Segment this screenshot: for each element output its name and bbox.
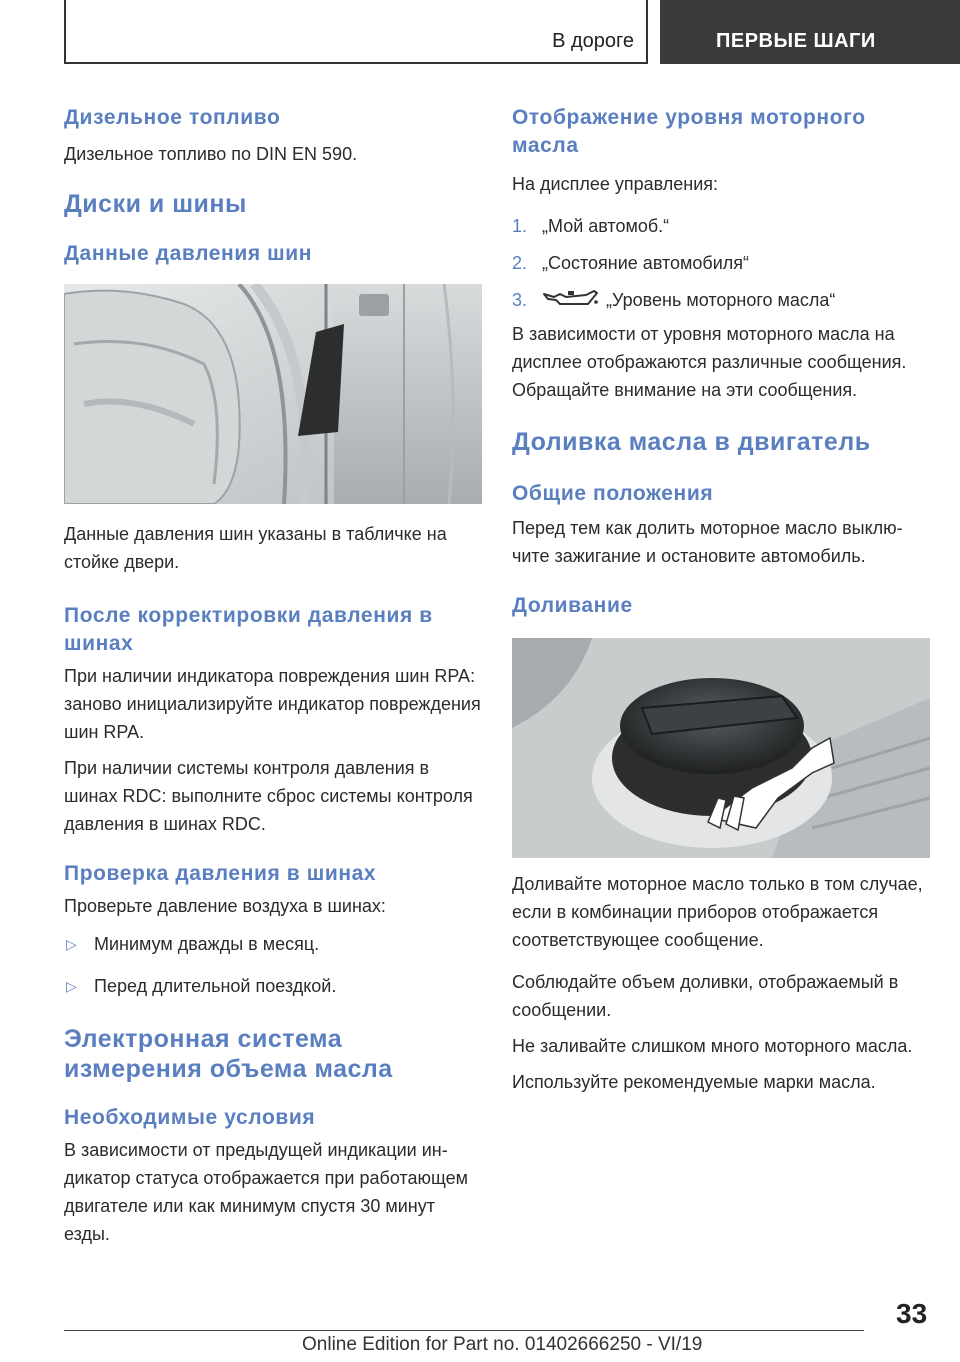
oil-display-steps <box>512 212 930 314</box>
wheels-heading: Диски и шины <box>64 190 247 218</box>
oil-system-heading: Электронная система измерения объема масла <box>64 1025 393 1083</box>
adding-paragraph-2: Соблюдайте объем доливки, отображаемый в сообщении. <box>512 972 899 1020</box>
left-column <box>64 100 482 1248</box>
oil-filler-cap-image <box>512 638 930 858</box>
general-text: Перед тем как долить моторное масло выключите зажигание и остановите автомобиль. <box>512 518 903 566</box>
adding-paragraph-1: Доливайте моторное масло только в том случае, если в комбинации приборов отображается соответствующее сообщение. <box>512 874 923 950</box>
triangle-bullet-icon: ▷ <box>66 978 77 994</box>
step-number: 1. <box>512 216 528 236</box>
prerequisites-heading: Необходимые условия <box>64 1106 316 1129</box>
diesel-heading: Дизельное топливо <box>64 106 281 129</box>
right-column <box>512 100 930 1096</box>
list-item <box>64 930 482 958</box>
door-pillar-image <box>64 284 482 504</box>
after-adjust-paragraph-2: При наличии системы контроля давления в шинах RDC: выполните сброс системы контроля давления в шинах RDC. <box>64 758 473 834</box>
adding-paragraph-4: Используйте рекомендуемые марки масла. <box>512 1072 876 1092</box>
list-item-text: Перед длительной поездкой. <box>94 976 337 996</box>
header-chapter-box <box>660 0 960 64</box>
adding-heading: Доливание <box>512 594 633 617</box>
oil-filler-cap-illustration <box>512 638 930 858</box>
pressure-data-heading: Данные давления шин <box>64 242 313 265</box>
oil-can-icon <box>542 288 600 310</box>
list-item-text: Минимум дважды в месяц. <box>94 934 320 954</box>
adding-paragraph-3: Не заливайте слишком много моторного масла. <box>512 1036 913 1056</box>
check-pressure-heading: Проверка давления в шинах <box>64 862 377 885</box>
after-adjust-paragraph-1: При наличии индикатора повреждения шин RPA: заново инициализируйте индикатор повреждения шин RPA. <box>64 666 481 742</box>
header-section-box <box>64 0 648 64</box>
list-item <box>512 286 930 314</box>
footer-divider <box>64 1330 864 1331</box>
door-pillar-illustration <box>64 284 482 504</box>
step-number: 2. <box>512 253 528 273</box>
list-item <box>512 212 930 240</box>
oil-display-paragraph: В зависимости от уровня моторного масла на дисплее отображаются различные сообщения. Обращайте внимание на эти сообщения. <box>512 324 907 400</box>
list-item <box>512 249 930 277</box>
step-text: „Уровень моторного масла“ <box>606 290 836 310</box>
after-adjust-heading: После корректировки давления в шинах <box>64 604 433 655</box>
prerequisites-text: В зависимости от предыдущей индикации индикатор статуса отображается при работающем двигателе или как минимум спустя 30 минут езды. <box>64 1140 468 1244</box>
check-pressure-intro: Проверьте давление воздуха в шинах: <box>64 896 386 916</box>
step-text: „Мой автомоб.“ <box>542 216 670 236</box>
check-pressure-list <box>64 930 482 1000</box>
step-number: 3. <box>512 290 528 310</box>
oil-display-heading: Отображение уровня моторного масла <box>512 106 866 157</box>
diesel-text: Дизельное топливо по DIN EN 590. <box>64 144 358 164</box>
triangle-bullet-icon: ▷ <box>66 936 77 952</box>
header-section-label: В дороге <box>552 30 634 52</box>
header-chapter-label: ПЕРВЫЕ ШАГИ <box>716 30 876 52</box>
general-heading: Общие положения <box>512 482 714 505</box>
list-item <box>64 972 482 1000</box>
topup-heading: Доливка масла в двигатель <box>512 428 871 456</box>
step-text: „Состояние автомобиля“ <box>542 253 750 273</box>
footer-edition: Online Edition for Part no. 01402666250 - VI/19 <box>302 1334 703 1355</box>
page-number: 33 <box>896 1298 928 1329</box>
oil-display-intro: На дисплее управления: <box>512 174 719 194</box>
pressure-data-caption: Данные давления шин указаны в табличке на стойке двери. <box>64 524 447 572</box>
